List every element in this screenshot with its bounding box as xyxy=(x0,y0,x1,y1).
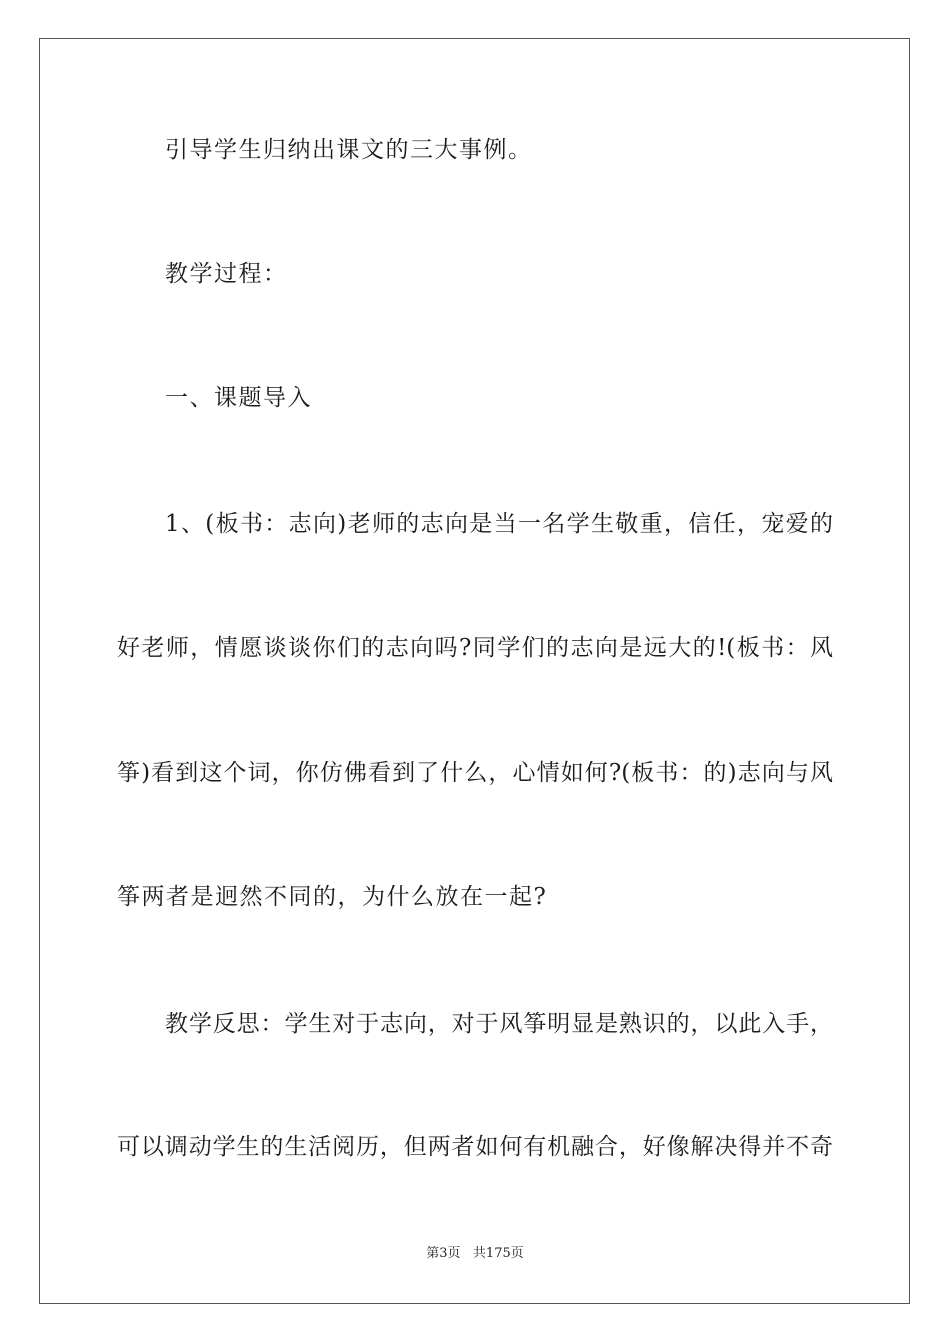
page-number: 第3页 xyxy=(426,1246,461,1261)
page-border xyxy=(39,38,910,1304)
page-footer xyxy=(0,1245,950,1263)
paragraph-line: 教学反思：学生对于志向，对于风筝明显是熟识的，以此入手， xyxy=(165,1011,833,1037)
paragraph-line: 筝)看到这个词，你仿佛看到了什么，心情如何?(板书：的)志向与风 xyxy=(117,760,833,786)
page-total: 共175页 xyxy=(472,1246,524,1261)
paragraph-line: 筝两者是迥然不同的，为什么放在一起? xyxy=(117,884,548,910)
subsection-heading: 一、课题导入 xyxy=(165,385,312,411)
paragraph-line: 1、(板书：志向)老师的志向是当一名学生敬重，信任，宠爱的 xyxy=(165,511,833,537)
paragraph-line: 引导学生归纳出课文的三大事例。 xyxy=(165,137,533,163)
paragraph-line: 好老师，情愿谈谈你们的志向吗?同学们的志向是远大的!(板书：风 xyxy=(117,635,833,661)
section-heading: 教学过程： xyxy=(165,261,288,287)
paragraph-line: 可以调动学生的生活阅历，但两者如何有机融合，好像解决得并不奇 xyxy=(117,1134,833,1160)
